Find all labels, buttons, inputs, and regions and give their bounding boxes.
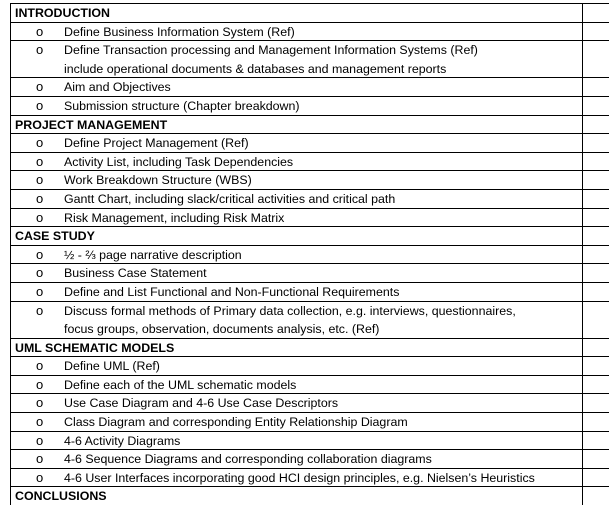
section-heading: CASE STUDY xyxy=(10,226,609,245)
bullet-icon: o xyxy=(36,302,44,318)
list-item xyxy=(10,245,609,264)
section-heading: UML SCHEMATIC MODELS xyxy=(10,338,609,357)
section-heading: INTRODUCTION xyxy=(10,3,609,22)
list-item-text: Class Diagram and corresponding Entity Relationship Diagram xyxy=(64,415,408,430)
list-item-text: 4-6 Activity Diagrams xyxy=(64,433,181,448)
list-item xyxy=(10,263,609,282)
list-item-text: Activity List, including Task Dependencies xyxy=(64,154,294,169)
list-item-text: Define and List Functional and Non-Functional Requirements xyxy=(64,284,400,299)
list-item-text: Use Case Diagram and 4-6 Use Case Descriptors xyxy=(64,396,339,411)
list-item xyxy=(10,152,609,171)
bullet-icon: o xyxy=(36,469,44,485)
bullet-icon: o xyxy=(36,265,44,281)
outline-table xyxy=(10,3,609,505)
list-item-text: Gantt Chart, including slack/critical activities and critical path xyxy=(64,191,396,206)
bullet-icon: o xyxy=(36,79,44,95)
list-item xyxy=(10,96,609,115)
bullet-icon: o xyxy=(36,97,44,113)
list-item-text: Discuss formal methods of Primary data collection, e.g. interviews, questionnaires, focus groups, observation, documents analysis, etc. (Ref) xyxy=(64,303,516,336)
list-item xyxy=(10,431,609,450)
bullet-icon: o xyxy=(36,432,44,448)
list-item xyxy=(10,301,609,338)
bullet-icon: o xyxy=(36,153,44,169)
list-item-text: Risk Management, including Risk Matrix xyxy=(64,210,285,225)
list-item-text: Define Transaction processing and Management Information Systems (Ref) include operational documents & databases and management reports xyxy=(64,43,478,76)
list-item-text: Define each of the UML schematic models xyxy=(64,377,297,392)
bullet-icon: o xyxy=(36,23,44,39)
bullet-icon: o xyxy=(36,135,44,151)
list-item xyxy=(10,22,609,41)
bullet-icon: o xyxy=(36,246,44,262)
list-item xyxy=(10,208,609,227)
list-item-text: Define Business Information System (Ref) xyxy=(64,24,295,39)
list-item-text: 4-6 Sequence Diagrams and corresponding collaboration diagrams xyxy=(64,452,432,467)
list-item xyxy=(10,412,609,431)
list-item xyxy=(10,282,609,301)
section-heading: CONCLUSIONS xyxy=(10,486,609,505)
bullet-icon: o xyxy=(36,190,44,206)
list-item-text: ½ - ⅔ page narrative description xyxy=(64,247,242,262)
bullet-icon: o xyxy=(36,42,44,58)
list-item xyxy=(10,40,609,77)
list-item xyxy=(10,375,609,394)
bullet-icon: o xyxy=(36,414,44,430)
list-item-text: Define Project Management (Ref) xyxy=(64,136,249,151)
bullet-icon: o xyxy=(36,209,44,225)
list-item-text: Aim and Objectives xyxy=(64,80,171,95)
list-item xyxy=(10,170,609,189)
list-item xyxy=(10,189,609,208)
bullet-icon: o xyxy=(36,172,44,188)
list-item xyxy=(10,393,609,412)
list-item-text: Work Breakdown Structure (WBS) xyxy=(64,173,252,188)
list-item-text: 4-6 User Interfaces incorporating good HCI design principles, e.g. Nielsen’s Heuristics xyxy=(64,470,535,485)
list-item xyxy=(10,356,609,375)
bullet-icon: o xyxy=(36,358,44,374)
bullet-icon: o xyxy=(36,395,44,411)
list-item xyxy=(10,133,609,152)
list-item xyxy=(10,77,609,96)
list-item-text: Define UML (Ref) xyxy=(64,359,160,374)
bullet-icon: o xyxy=(36,376,44,392)
section-heading: PROJECT MANAGEMENT xyxy=(10,115,609,134)
bullet-icon: o xyxy=(36,283,44,299)
list-item xyxy=(10,468,609,487)
list-item xyxy=(10,449,609,468)
list-item-text: Business Case Statement xyxy=(64,266,207,281)
bullet-icon: o xyxy=(36,451,44,467)
list-item-text: Submission structure (Chapter breakdown) xyxy=(64,98,300,113)
